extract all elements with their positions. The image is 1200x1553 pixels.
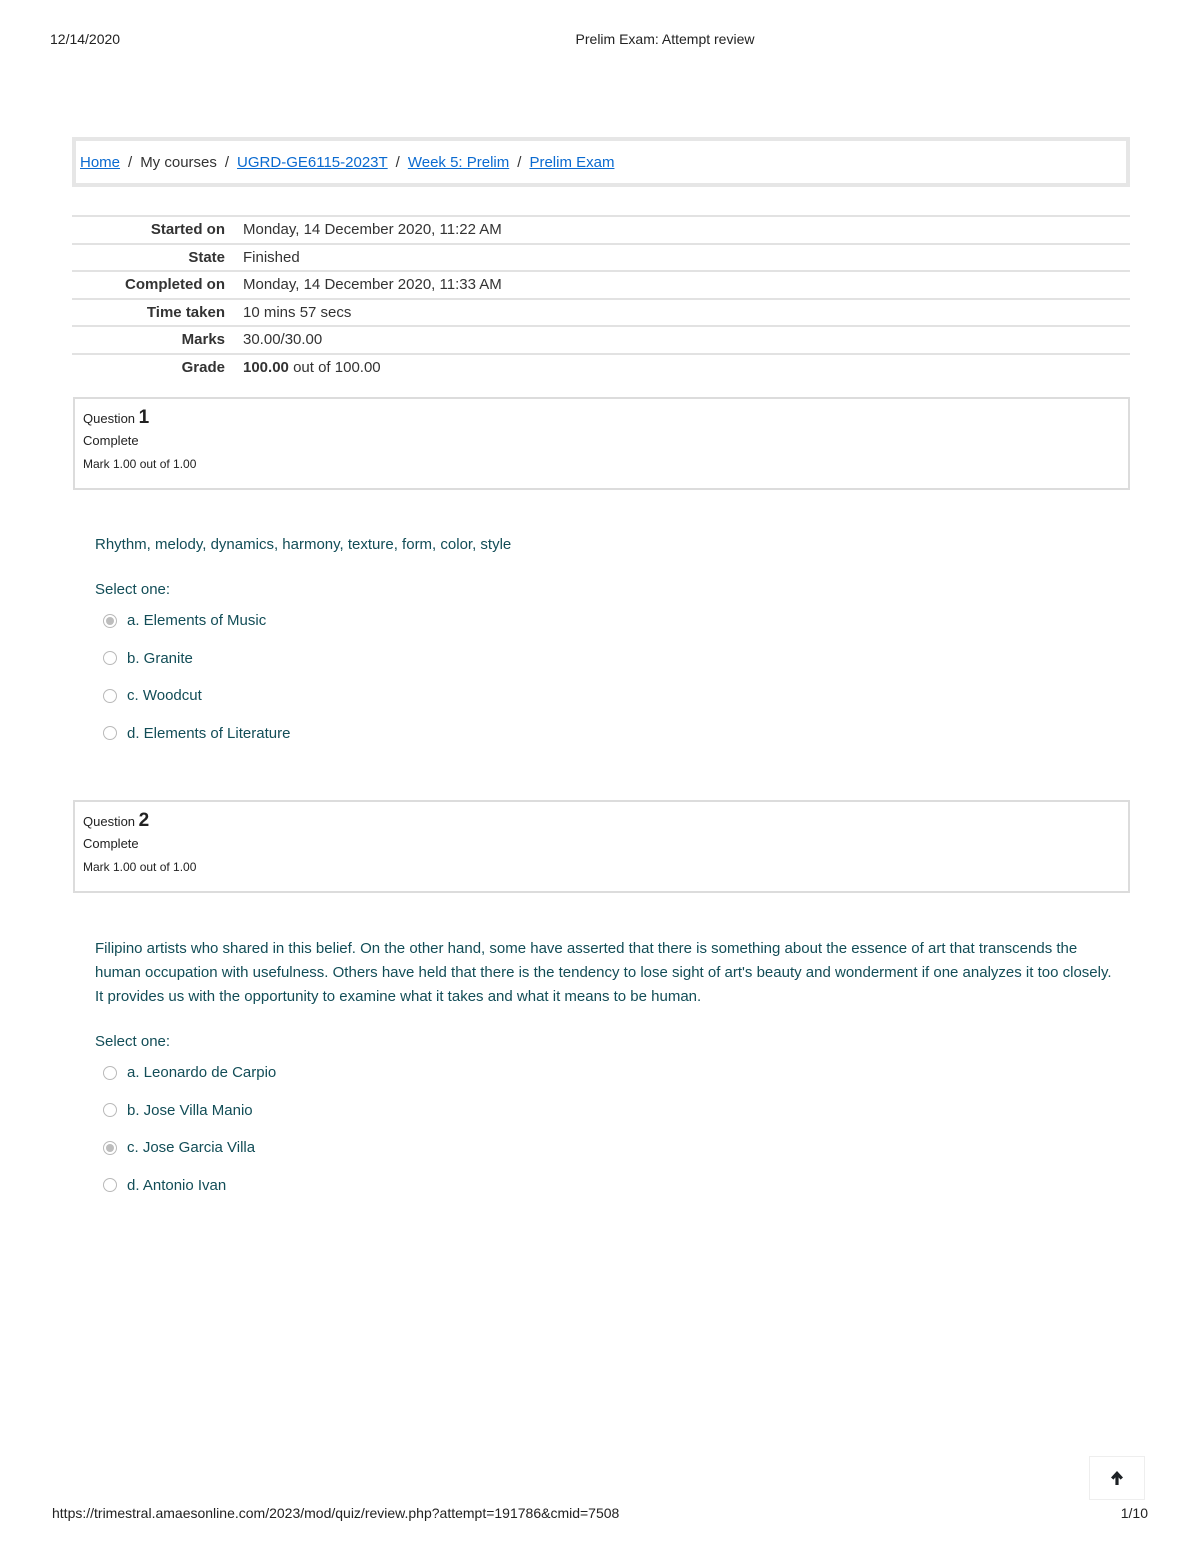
summary-value: 30.00/30.00 [243, 331, 323, 349]
answer-option[interactable] [103, 1054, 276, 1092]
breadcrumb-separator: / [224, 154, 230, 171]
summary-label: Started on [150, 221, 225, 239]
option-label: c. Woodcut [127, 687, 202, 705]
print-url: https://trimestral.amaesonline.com/2023/mod/quiz/review.php?attempt=191786&cmid=7508 [52, 1505, 620, 1521]
breadcrumb-separator: / [395, 154, 400, 171]
question-state: Complete [83, 433, 139, 448]
summary-value: Monday, 14 December 2020, 11:22 AM [243, 221, 502, 239]
question-prefix: Question [83, 814, 136, 829]
question-info-2 [73, 800, 1130, 893]
summary-row-state [72, 243, 1130, 271]
print-date: 12/14/2020 [50, 31, 121, 47]
grade-score: 100.00 [243, 358, 289, 376]
question-num: 1 [138, 407, 150, 428]
option-label: d. Antonio Ivan [127, 1176, 227, 1194]
question-mark: Mark 1.00 out of 1.00 [83, 457, 197, 471]
radio-button[interactable] [103, 689, 117, 703]
select-one-label: Select one: [95, 1033, 171, 1050]
answer-options-1 [103, 602, 290, 752]
radio-button[interactable] [103, 1066, 117, 1080]
summary-label: Grade [181, 358, 225, 376]
summary-row-time-taken [72, 298, 1130, 326]
question-prefix: Question [83, 411, 136, 426]
attempt-summary-table [72, 215, 1130, 380]
question-text-1: Rhythm, melody, dynamics, harmony, texture, form, color, style [95, 536, 512, 553]
question-mark: Mark 1.00 out of 1.00 [83, 860, 197, 874]
print-header [50, 31, 1150, 51]
summary-value: Finished [243, 248, 300, 266]
summary-row-grade [72, 353, 1130, 381]
answer-option[interactable] [103, 640, 290, 678]
breadcrumb-my-courses: My courses [140, 154, 217, 171]
back-to-top-button[interactable] [1089, 1456, 1145, 1500]
summary-row-completed-on [72, 270, 1130, 298]
arrow-up-icon [1109, 1470, 1125, 1486]
summary-value [225, 359, 381, 376]
summary-value: 10 mins 57 secs [243, 303, 352, 321]
question-text-2: Filipino artists who shared in this belief. On the other hand, some have asserted that there is something about the essence of art that transcends the human occupation with usefulness. Others have held that there is the tendency to lose sight of art's beauty and wonderment if one analyzes it too closely. It provides us with the opportunity to examine what it takes and what it means to be human. [95, 940, 1112, 1005]
option-label: c. Jose Garcia Villa [127, 1139, 256, 1157]
breadcrumb-separator: / [128, 154, 133, 171]
radio-button-checked[interactable] [103, 614, 117, 628]
question-info-1 [73, 397, 1130, 490]
question-num: 2 [138, 810, 150, 831]
option-label: b. Jose Villa Manio [127, 1101, 253, 1119]
breadcrumb [72, 137, 1130, 187]
option-label: a. Leonardo de Carpio [127, 1064, 277, 1082]
question-number [83, 810, 1120, 832]
grade-suffix: out of 100.00 [293, 358, 381, 376]
answer-option[interactable] [103, 715, 290, 753]
answer-option[interactable] [103, 602, 290, 640]
breadcrumb-separator: / [517, 154, 522, 171]
summary-label: Completed on [125, 276, 225, 294]
summary-row-started-on [72, 215, 1130, 243]
breadcrumb-exam-link[interactable]: Prelim Exam [529, 154, 615, 171]
summary-label: Time taken [146, 303, 225, 321]
option-label: b. Granite [127, 649, 193, 667]
summary-value: Monday, 14 December 2020, 11:33 AM [243, 276, 502, 294]
radio-button[interactable] [103, 1103, 117, 1117]
answer-option[interactable] [103, 677, 290, 715]
summary-label: Marks [181, 331, 225, 349]
select-one-label: Select one: [95, 581, 171, 598]
radio-button-checked[interactable] [103, 1141, 117, 1155]
answer-options-2 [103, 1054, 276, 1204]
question-state: Complete [83, 836, 139, 851]
breadcrumb-course-link[interactable]: UGRD-GE6115-2023T [237, 154, 388, 171]
answer-option[interactable] [103, 1092, 276, 1130]
answer-option[interactable] [103, 1129, 276, 1167]
breadcrumb-home-link[interactable]: Home [80, 154, 121, 171]
question-number [83, 407, 1120, 429]
radio-button[interactable] [103, 651, 117, 665]
radio-button[interactable] [103, 1178, 117, 1192]
summary-label: State [188, 248, 225, 266]
print-footer [52, 1505, 1148, 1525]
print-title: Prelim Exam: Attempt review [575, 31, 755, 47]
summary-row-marks [72, 325, 1130, 353]
answer-option[interactable] [103, 1167, 276, 1205]
breadcrumb-week-link[interactable]: Week 5: Prelim [407, 154, 510, 171]
option-label: a. Elements of Music [127, 612, 267, 630]
print-page-number: 1/10 [1120, 1505, 1148, 1521]
radio-button[interactable] [103, 726, 117, 740]
option-label: d. Elements of Literature [127, 724, 291, 742]
